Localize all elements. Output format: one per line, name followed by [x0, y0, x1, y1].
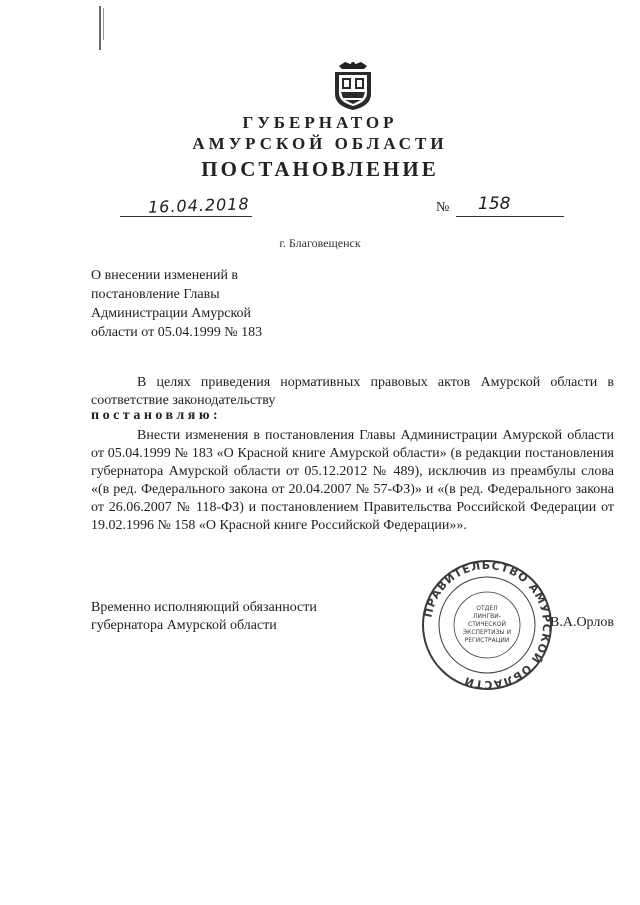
- subject-line: области от 05.04.1999 № 183: [91, 325, 263, 340]
- stamp-inner-line: ОТДЕЛ: [476, 605, 498, 612]
- issuer-region: АМУРСКОЙ ОБЛАСТИ: [192, 134, 448, 153]
- scan-artifact-line: [103, 8, 104, 40]
- handwritten-number: 158: [478, 194, 511, 214]
- date-underline: [120, 216, 252, 217]
- main-paragraph: Внести изменения в постановления Главы Администрации Амурской области от 05.04.1999 № 183 «О Красной книге Амурской области» (в редакции постановления губернатора Амурской области от 05.12.2012 № 489), исключив из преамбулы слова «(в ред. Федерального закона от 20.04.2007 № 57-ФЗ)» и «(в ред. Федерального закона от 26.06.2007 № 118-ФЗ) и постановлением Правительства Российской Федерации от 19.02.1996 № 158 «О Красной книге Российской Федерации»».: [91, 428, 614, 533]
- signatory-name: В.А.Орлов: [550, 615, 614, 630]
- resolve-word: постановляю:: [91, 408, 222, 423]
- city-name: г. Благовещенск: [279, 236, 361, 250]
- signatory-position-line: Временно исполняющий обязанности: [91, 600, 317, 615]
- stamp-inner-line: ЭКСПЕРТИЗЫ И: [462, 629, 512, 636]
- issuer-title: ГУБЕРНАТОР: [242, 113, 398, 132]
- stamp-inner-line: ЛИНГВИ-: [473, 613, 501, 620]
- signatory-position: [91, 599, 317, 635]
- subject-line: Администрации Амурской: [91, 306, 252, 321]
- official-stamp: [420, 558, 554, 692]
- stamp-outer-text: ПРАВИТЕЛЬСТВО АМУРСКОЙ ОБЛАСТИ: [421, 558, 554, 692]
- intro-paragraph: В целях приведения нормативных правовых актов Амурской области в соответствие законодательству: [91, 375, 614, 408]
- subject-line: постановление Главы: [91, 287, 220, 302]
- stamp-inner-line: СТИЧЕСКОЙ: [468, 621, 506, 628]
- document-type: ПОСТАНОВЛЕНИЕ: [201, 157, 439, 181]
- signatory-position-line: губернатора Амурской области: [91, 618, 277, 633]
- handwritten-date: 16.04.2018: [147, 194, 250, 217]
- number-underline: [456, 216, 564, 217]
- subject-line: О внесении изменений в: [91, 268, 239, 283]
- scan-artifact-line: [99, 6, 101, 50]
- coat-of-arms-emblem: [331, 60, 375, 112]
- stamp-inner-line: РЕГИСТРАЦИИ: [464, 637, 510, 644]
- number-sign: №: [436, 200, 450, 215]
- subject-block: [91, 266, 301, 342]
